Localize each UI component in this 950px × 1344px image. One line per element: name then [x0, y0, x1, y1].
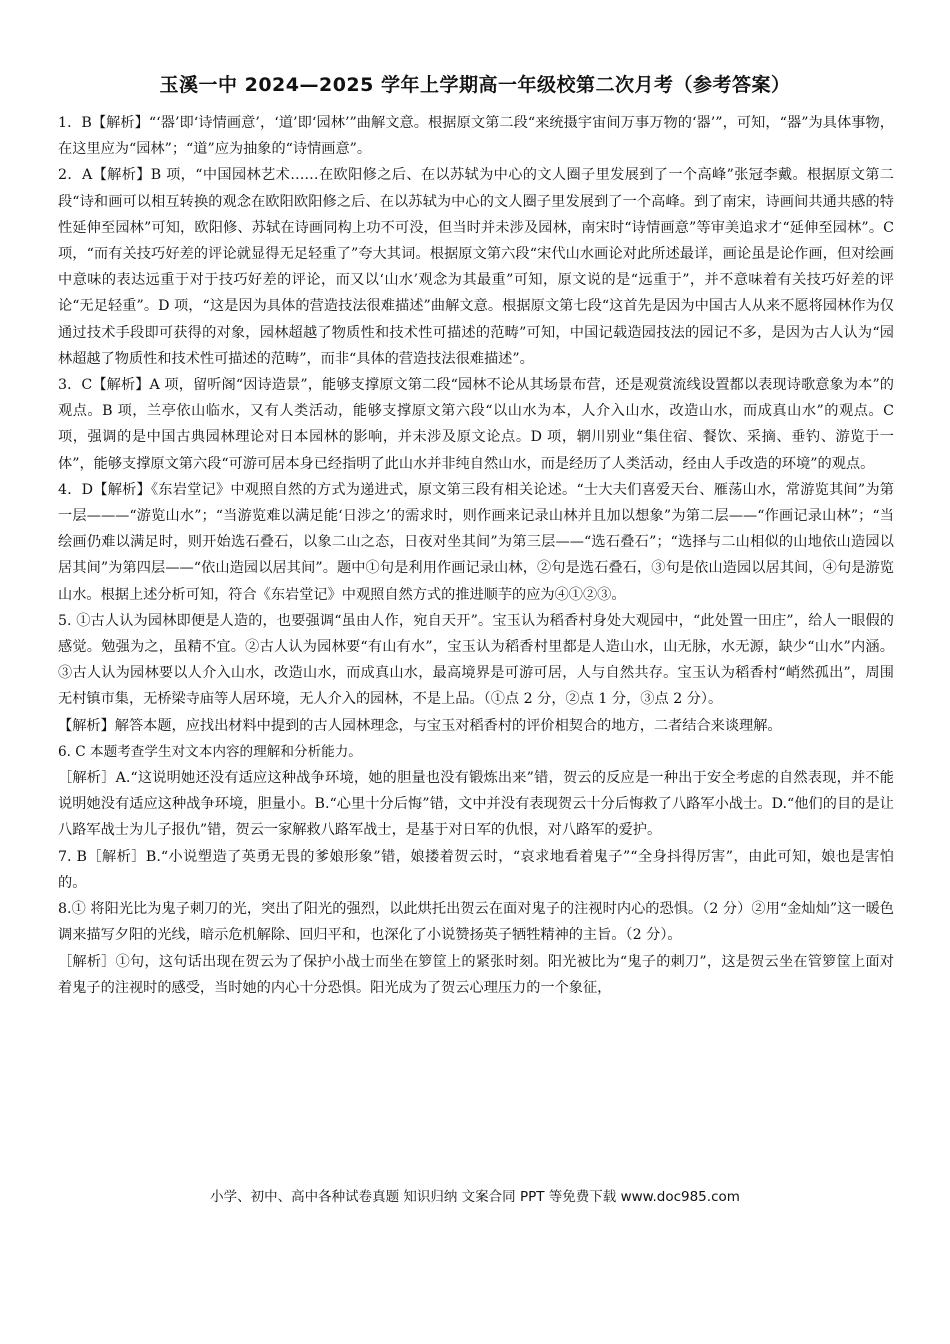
- page-title: 玉溪一中 2024—2025 学年上学期高一年级校第二次月考（参考答案）: [159, 74, 791, 96]
- page-footer: 小学、初中、高中各种试卷真题 知识归纳 文案合同 PPT 等免费下载 www.doc985.com: [210, 1189, 740, 1205]
- answer-4: 4．D【解析】《东岩堂记》中观照自然的方式为递进式，原文第三段有相关论述。“士大夫们喜爱天台、雁荡山水，常游览其间”为第一层———“游览山水”；“当游览难以满足能‘日涉之’的需求时，则作画来记录山林并且加以想象”为第二层——“作画记录山林”；“当绘画仍难以满足时，则开始选石叠石，以象二山之态，日夜对坐其间”为第三层——“选石叠石”；“选择与二山相似的山地依山造园以居其间”为第四层——“依山造园以居其间”。题中①句是利用作画记录山林，②句是选石叠石，③句是依山造园以居其间，④句是游览山水。根据上述分析可知，符合《东岩堂记》中观照自然方式的推进顺芋的应为④①②③。: [58, 481, 894, 603]
- answer-content: [58, 110, 894, 1001]
- answer-3: 3．C【解析】A 项，留听阁“因诗造景”，能够支撑原文第二段“园林不论从其场景布营，还是观赏流线设置都以表现诗歌意象为本”的观点。B 项，兰亭依山临水，又有人类活动，能够支撑原文第六段“以山水为本，人介入山水，改造山水，而成真山水”的观点。C 项，强调的是中国古典园林理论对日本园林的影响，并未涉及原文论点。D 项，辋川别业“集住宿、餐饮、采摘、垂钓、游览于一体”，能够支撑原文第六段“可游可居本身已经指明了此山水并非纯自然山水，而是经历了人类活动，经由人手改造的环境”的观点。: [58, 377, 894, 472]
- answer-7: 7. B［解析］B.“小说塑造了英勇无畏的爹娘形象”错，娘搂着贺云时，“哀求地看着鬼子”“全身抖得厉害”，由此可知，娘也是害怕的。: [58, 848, 894, 891]
- answer-5-analysis: 【解析】解答本题，应找出材料中提到的古人园林理念，与宝玉对稻香村的评价相契合的地方，二者结合来谈理解。: [58, 717, 782, 734]
- answer-2: 2．A【解析】B 项，“中国园林艺术……在欧阳修之后、在以苏轼为中心的文人圈子里发展到了一个高峰”张冠李戴。根据原文第二段“诗和画可以相互转换的观念在欧阳欧阳修之后、在以苏轼为中心的文人圈子里发展到了一个高峰。到了南宋，诗画间共通共感的特性延伸至园林”可知，欧阳修、苏轼在诗画同构上功不可没，但当时并未涉及园林，南宋时“诗情画意”等审美追求才“延伸至园林”。C 项，“而有关技巧好差的评论就显得无足轻重了”夸大其词。根据原文第六段“宋代山水画论对此所述最详，画论虽是论作画，但对绘画中意味的表达远重于对于技巧好差的评论，而又以‘山水’观念为其最重”可知，原文说的是“远重于”，并不意味着有关技巧好差的评论“无足轻重”。D 项，“这是因为具体的营造技法很难描述”曲解文意。根据原文第七段“这首先是因为中国古人从来不愿将园林作为仅通过技术手段即可获得的对象，园林超越了物质性和技术性可描述的范畴”可知，中国记载造园技法的园记不多，是因为古人认为“园林超越了物质性和技术性可描述的范畴”，而非“具体的营造技法很难描述”。: [58, 167, 894, 367]
- answer-1: 1．B【解析】“‘器’即‘诗情画意’，‘道’即‘园林’”曲解文意。根据原文第二段“来统摄宇宙间万事万物的‘器’”，可知，“器”为具体事物，在这里应为“园林”；“道”应为抽象的“诗情画意”。: [58, 115, 894, 158]
- answer-8: 8.① 将阳光比为鬼子刺刀的光，突出了阳光的强烈，以此烘托出贺云在面对鬼子的注视时内心的恐惧。（2 分）②用“金灿灿”这一暖色调来描写夕阳的光线，暗示危机解除、回归平和，也深化了小说赞扬英子牺牲精神的主旨。（2 分）。: [58, 901, 894, 944]
- answer-5: 5. ①古人认为园林即便是人造的，也要强调“虽由人作，宛自天开”。宝玉认为稻香村身处大观园中，“此处置一田庄”，给人一眼假的感觉。勉强为之，虽精不宜。②古人认为园林要“有山有水”，宝玉认为稻香村里都是人造山水，山无脉，水无源，缺少“山水”内涵。③古人认为园林要以人介入山水，改造山水，而成真山水，最高境界是可游可居，人与自然共存。宝玉认为稻香村“峭然孤出”，周围无村镇市集，无桥梁寺庙等人居环境，无人介入的园林，不是上品。（①点 2 分，②点 1 分，③点 2 分）。: [58, 612, 894, 708]
- answer-6-analysis: ［解析］A.“这说明她还没有适应这种战争环境，她的胆量也没有锻炼出来”错，贺云的反应是一种出于安全考虑的自然表现，并不能说明她没有适应这种战争环境，胆量小。B.“心里十分后悔”错，文中并没有表现贺云十分后悔救了八路军小战士。D.“他们的目的是让八路军战士为儿子报仇”错，贺云一家解救八路军战士，是基于对日军的仇恨，对八路军的爱护。: [58, 770, 894, 839]
- answer-8-analysis: ［解析］①句，这句话出现在贺云为了保护小战士而坐在箩筐上的紧张时刻。阳光被比为“鬼子的刺刀”，这是贺云坐在管箩筐上面对着鬼子的注视时的感受，当时她的内心十分恐惧。阳光成为了贺云心理压力的一个象征，: [58, 953, 894, 996]
- answer-6: 6. C 本题考查学生对文本内容的理解和分析能力。: [58, 743, 362, 760]
